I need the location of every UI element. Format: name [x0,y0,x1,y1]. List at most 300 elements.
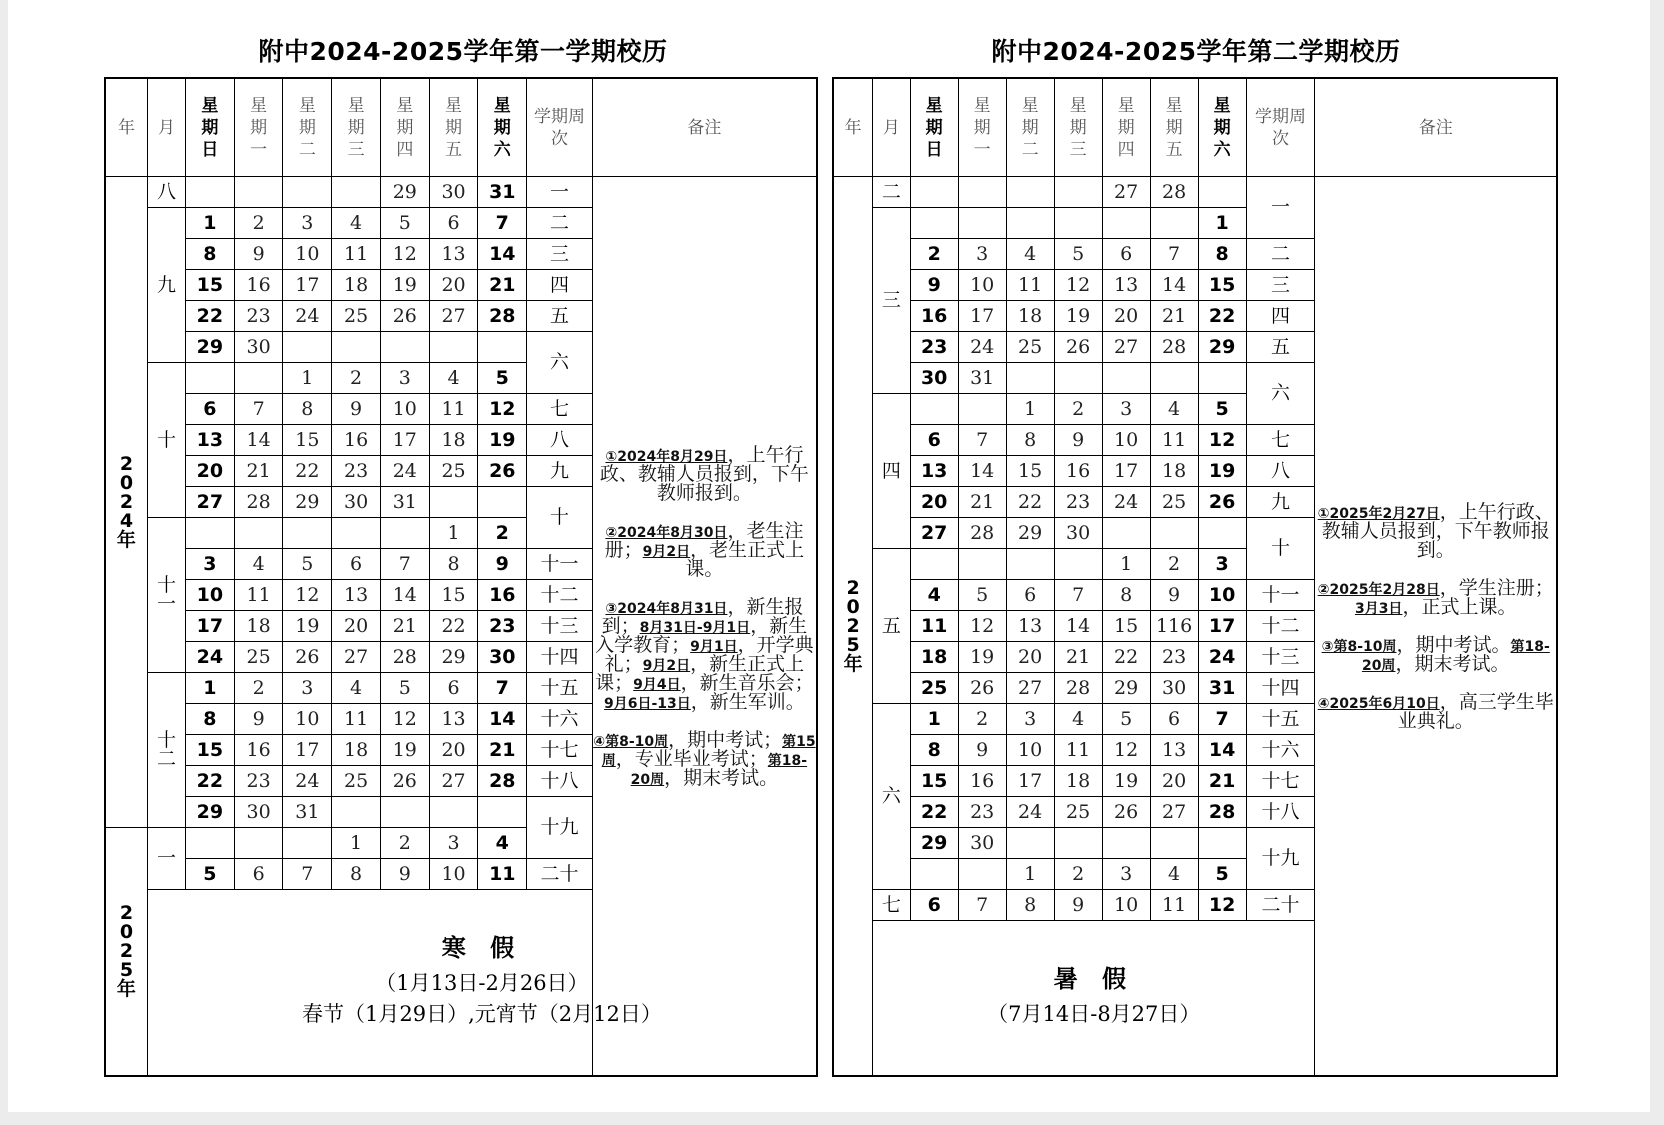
day-cell: 11 [332,239,381,270]
day-cell: 10 [186,580,235,611]
day-cell: 6 [910,425,958,456]
day-cell: 6 [1150,704,1198,735]
day-cell [234,518,283,549]
day-cell: 26 [283,642,332,673]
note-text: ，开学典礼； [604,633,814,675]
day-cell: 29 [1198,332,1246,363]
month-cell: 七 [873,890,911,921]
day-cell: 6 [332,549,381,580]
week-number-cell: 二十 [527,859,593,890]
day-cell: 8 [1102,580,1150,611]
day-cell: 12 [380,239,429,270]
note-date: 9月4日 [633,676,681,693]
day-cell: 7 [234,394,283,425]
day-cell: 24 [1198,642,1246,673]
day-cell [332,797,381,828]
day-cell: 5 [958,580,1006,611]
day-cell: 15 [186,270,235,301]
day-cell: 20 [429,735,478,766]
day-cell: 21 [380,611,429,642]
day-cell: 5 [380,208,429,239]
day-cell: 30 [1054,518,1102,549]
day-cell [1102,363,1150,394]
vacation-title: 寒 假 [441,933,523,962]
note-text: ，上午行政、教辅人员报到，下午教师报到。 [1321,500,1554,561]
day-cell: 11 [1054,735,1102,766]
day-cell: 5 [380,673,429,704]
day-cell: 16 [234,270,283,301]
day-cell: 7 [478,208,527,239]
day-cell: 25 [1054,797,1102,828]
week-number-cell: 十五 [1246,704,1315,735]
day-cell [186,363,235,394]
day-cell: 8 [283,394,332,425]
day-cell: 2 [332,363,381,394]
month-cell: 四 [873,394,911,549]
day-cell: 6 [429,673,478,704]
day-cell: 13 [429,704,478,735]
day-cell [234,177,283,208]
day-cell: 8 [1006,890,1054,921]
day-cell: 1 [186,208,235,239]
day-cell: 19 [380,735,429,766]
day-cell: 2 [910,239,958,270]
day-cell: 18 [1006,301,1054,332]
day-cell: 17 [186,611,235,642]
day-cell: 18 [1150,456,1198,487]
day-cell: 1 [1006,394,1054,425]
day-cell: 9 [380,859,429,890]
day-cell: 18 [234,611,283,642]
sem2-calendar-table [832,77,1558,1077]
note-text: ，专业毕业考试； [615,747,768,770]
day-cell: 9 [1054,890,1102,921]
day-cell: 4 [910,580,958,611]
day-cell: 11 [478,859,527,890]
day-cell: 29 [429,642,478,673]
day-cell [380,797,429,828]
day-cell [332,177,381,208]
day-cell: 17 [958,301,1006,332]
day-cell: 31 [958,363,1006,394]
day-cell: 14 [958,456,1006,487]
day-cell: 28 [1150,332,1198,363]
month-cell: 九 [147,208,185,363]
day-cell: 19 [1054,301,1102,332]
header-week: 学期周次 [527,78,593,177]
note-text: ，期中考试。 [1396,633,1511,656]
day-cell [332,518,381,549]
month-cell: 十 一 [147,518,185,673]
day-cell: 1 [1006,859,1054,890]
day-cell [429,487,478,518]
day-cell: 31 [380,487,429,518]
note-text: ，新生正式上课； [595,652,805,694]
day-cell [1102,518,1150,549]
day-cell: 11 [1006,270,1054,301]
header-tue: 星 期 二 [1006,78,1054,177]
day-cell: 30 [429,177,478,208]
note-item [593,443,816,504]
note-date: 3月3日 [1354,600,1403,617]
day-cell: 23 [1150,642,1198,673]
day-cell: 19 [380,270,429,301]
day-cell [234,363,283,394]
header-wed: 星 期 三 [1054,78,1102,177]
header-sun: 星 期 日 [186,78,235,177]
note-date: ①2024年8月29日 [605,448,728,465]
note-text: ，新生军训。 [690,690,805,713]
day-cell: 13 [429,239,478,270]
day-cell: 18 [332,270,381,301]
day-cell: 9 [1150,580,1198,611]
header-mon: 星 期 一 [958,78,1006,177]
header-month: 月 [873,78,911,177]
day-cell [478,487,527,518]
header-row [833,78,1557,177]
note-date: 9月1日 [690,638,738,655]
day-cell: 22 [186,766,235,797]
day-cell [1054,828,1102,859]
day-cell [1102,828,1150,859]
day-cell: 10 [1198,580,1246,611]
day-cell: 10 [1102,890,1150,921]
header-sat: 星 期 六 [478,78,527,177]
day-cell: 30 [332,487,381,518]
day-cell [910,208,958,239]
month-cell: 一 [147,828,185,890]
day-cell: 2 [380,828,429,859]
week-number-cell: 十九 [1246,828,1315,890]
day-cell: 26 [478,456,527,487]
day-cell: 24 [1006,797,1054,828]
day-cell: 17 [1006,766,1054,797]
day-cell: 27 [429,301,478,332]
sem2-title: 附中2024-2025学年第二学期校历 [991,37,1401,66]
week-number-cell: 十三 [527,611,593,642]
day-cell: 8 [332,859,381,890]
note-text: ，期末考试。 [1395,652,1510,675]
day-cell: 15 [1102,611,1150,642]
day-cell: 9 [234,239,283,270]
day-cell [429,332,478,363]
note-date: ④第8-10周 [593,733,669,750]
day-cell: 11 [910,611,958,642]
day-cell: 10 [958,270,1006,301]
day-cell: 28 [380,642,429,673]
day-cell: 5 [186,859,235,890]
day-cell [429,797,478,828]
day-cell: 12 [1198,890,1246,921]
day-cell: 18 [1054,766,1102,797]
month-cell: 八 [147,177,185,208]
header-notes: 备注 [1315,78,1557,177]
day-cell: 16 [332,425,381,456]
day-cell: 27 [1150,797,1198,828]
vacation-range: （7月14日-8月27日） [987,1001,1201,1026]
day-cell: 21 [478,735,527,766]
day-cell: 116 [1150,611,1198,642]
header-fri: 星 期 五 [1150,78,1198,177]
note-date: 第18-20周 [630,752,808,788]
day-cell: 5 [283,549,332,580]
sem1-calendar-table [104,77,818,1077]
week-number-cell: 十八 [527,766,593,797]
week-number-cell: 十八 [1246,797,1315,828]
header-row [105,78,817,177]
day-cell: 12 [380,704,429,735]
day-cell: 2 [958,704,1006,735]
day-cell: 4 [478,828,527,859]
day-cell: 20 [332,611,381,642]
day-cell: 21 [1150,301,1198,332]
day-cell: 7 [1054,580,1102,611]
day-cell: 3 [1102,859,1150,890]
day-cell: 9 [478,549,527,580]
week-number-cell: 一 [1246,177,1315,239]
day-cell: 24 [283,301,332,332]
day-cell: 16 [910,301,958,332]
week-number-cell: 三 [527,239,593,270]
day-cell: 5 [1198,859,1246,890]
day-cell: 3 [429,828,478,859]
day-cell: 27 [429,766,478,797]
day-cell: 1 [186,673,235,704]
day-cell [958,208,1006,239]
day-cell: 17 [380,425,429,456]
day-cell: 3 [1006,704,1054,735]
week-number-cell: 十三 [1246,642,1315,673]
day-cell: 13 [332,580,381,611]
week-number-cell: 十 [527,487,593,549]
note-item [1315,690,1556,732]
day-cell: 24 [186,642,235,673]
note-date: 第15周 [601,733,816,769]
day-cell: 9 [1054,425,1102,456]
week-number-cell: 十一 [1246,580,1315,611]
header-thu: 星 期 四 [1102,78,1150,177]
day-cell: 5 [1054,239,1102,270]
day-cell: 9 [910,270,958,301]
day-cell: 16 [478,580,527,611]
week-number-cell: 十七 [527,735,593,766]
day-cell: 1 [283,363,332,394]
day-cell: 29 [380,177,429,208]
day-cell [958,177,1006,208]
week-number-cell: 五 [1246,332,1315,363]
header-year: 年 [833,78,873,177]
day-cell: 29 [186,797,235,828]
day-cell [1006,549,1054,580]
day-cell: 22 [186,301,235,332]
day-cell: 7 [380,549,429,580]
day-cell: 8 [910,735,958,766]
day-cell [1006,363,1054,394]
day-cell: 22 [283,456,332,487]
day-cell: 12 [283,580,332,611]
day-cell: 25 [910,673,958,704]
day-cell: 30 [234,332,283,363]
header-week: 学期周次 [1246,78,1315,177]
day-cell: 7 [958,890,1006,921]
day-cell: 15 [283,425,332,456]
note-text: ，新生入学教育； [595,614,808,656]
month-cell: 三 [873,208,911,394]
day-cell: 14 [380,580,429,611]
day-cell: 5 [1102,704,1150,735]
day-cell: 28 [1054,673,1102,704]
day-cell: 25 [332,301,381,332]
header-month: 月 [147,78,185,177]
day-cell: 1 [1198,208,1246,239]
day-cell [1198,828,1246,859]
day-cell: 27 [1102,177,1150,208]
day-cell [1102,208,1150,239]
day-cell: 10 [283,239,332,270]
vacation-title: 暑 假 [1053,964,1134,993]
day-cell: 11 [1150,425,1198,456]
day-cell: 9 [958,735,1006,766]
day-cell [380,518,429,549]
day-cell: 24 [380,456,429,487]
day-cell [283,332,332,363]
day-cell: 20 [1150,766,1198,797]
day-cell [1006,828,1054,859]
day-cell: 2 [1054,859,1102,890]
day-cell: 19 [958,642,1006,673]
week-number-cell: 十四 [527,642,593,673]
day-cell: 31 [478,177,527,208]
day-cell: 23 [234,766,283,797]
day-cell: 23 [234,301,283,332]
day-cell: 8 [1006,425,1054,456]
day-cell: 6 [1006,580,1054,611]
day-cell: 5 [478,363,527,394]
day-cell: 26 [1102,797,1150,828]
day-cell: 13 [1006,611,1054,642]
header-thu: 星 期 四 [380,78,429,177]
day-cell: 7 [478,673,527,704]
day-cell: 15 [1006,456,1054,487]
week-number-cell: 十二 [527,580,593,611]
day-cell: 13 [1102,270,1150,301]
day-cell: 28 [234,487,283,518]
day-cell: 26 [1198,487,1246,518]
week-number-cell: 十六 [1246,735,1315,766]
day-cell: 8 [429,549,478,580]
week-number-cell: 十四 [1246,673,1315,704]
day-cell: 16 [958,766,1006,797]
week-number-cell: 十 [1246,518,1315,580]
vacation-holidays: 春节（1月29日）,元宵节（2月12日） [302,1001,662,1026]
day-cell: 20 [429,270,478,301]
day-cell: 23 [332,456,381,487]
day-cell: 1 [910,704,958,735]
day-cell: 31 [1198,673,1246,704]
week-number-cell: 二 [1246,239,1315,270]
note-date: 第18-20周 [1361,638,1550,674]
day-cell [186,518,235,549]
day-cell: 13 [186,425,235,456]
note-text: ，期中考试； [668,728,783,751]
day-cell: 4 [332,208,381,239]
day-cell: 30 [1150,673,1198,704]
day-cell [910,549,958,580]
day-cell: 22 [1198,301,1246,332]
day-cell [283,177,332,208]
day-cell: 12 [478,394,527,425]
day-cell [1054,208,1102,239]
day-cell: 10 [1102,425,1150,456]
note-date: ④2025年6月10日 [1317,695,1440,712]
month-cell: 二 [873,177,911,208]
day-cell: 7 [283,859,332,890]
note-text: ，学生注册； [1439,576,1554,599]
day-cell: 14 [478,239,527,270]
day-cell: 7 [1150,239,1198,270]
note-date: ③2024年8月31日 [605,600,728,617]
week-number-cell: 四 [1246,301,1315,332]
day-cell: 25 [1006,332,1054,363]
note-text: ，上午行政、教辅人员报到，下午教师报到。 [599,443,809,504]
day-cell: 3 [1198,549,1246,580]
day-cell: 10 [283,704,332,735]
note-text: ，新生报到； [601,595,804,637]
day-cell: 10 [380,394,429,425]
vacation-cell [873,921,1315,1077]
week-number-cell: 十二 [1246,611,1315,642]
day-cell: 16 [234,735,283,766]
day-cell: 20 [1006,642,1054,673]
day-cell: 2 [478,518,527,549]
note-date: ②2024年8月30日 [605,524,728,541]
day-cell: 15 [1198,270,1246,301]
day-cell: 3 [380,363,429,394]
header-mon: 星 期 一 [234,78,283,177]
day-cell: 11 [234,580,283,611]
day-cell: 6 [1102,239,1150,270]
day-cell [234,828,283,859]
week-number-cell: 八 [1246,456,1315,487]
note-date: 8月31日-9月1日 [639,619,751,636]
day-cell: 28 [478,766,527,797]
note-item [593,595,816,713]
day-cell [1198,518,1246,549]
day-cell: 21 [234,456,283,487]
header-sat: 星 期 六 [1198,78,1246,177]
header-wed: 星 期 三 [332,78,381,177]
day-cell: 14 [478,704,527,735]
day-cell: 14 [1198,735,1246,766]
week-number-cell: 九 [527,456,593,487]
day-cell [958,549,1006,580]
note-text: ，期末考试。 [664,766,779,789]
day-cell [478,332,527,363]
day-cell: 15 [429,580,478,611]
note-text: ，正式上课。 [1402,595,1517,618]
day-cell: 23 [958,797,1006,828]
day-cell: 28 [1150,177,1198,208]
day-cell: 15 [186,735,235,766]
day-cell: 20 [1102,301,1150,332]
day-cell [910,177,958,208]
day-cell [958,859,1006,890]
calendar-page [8,0,1650,1112]
day-cell: 21 [1198,766,1246,797]
note-text: ，高三学生毕业典礼。 [1397,690,1554,732]
note-item [1315,500,1556,561]
day-cell [380,332,429,363]
